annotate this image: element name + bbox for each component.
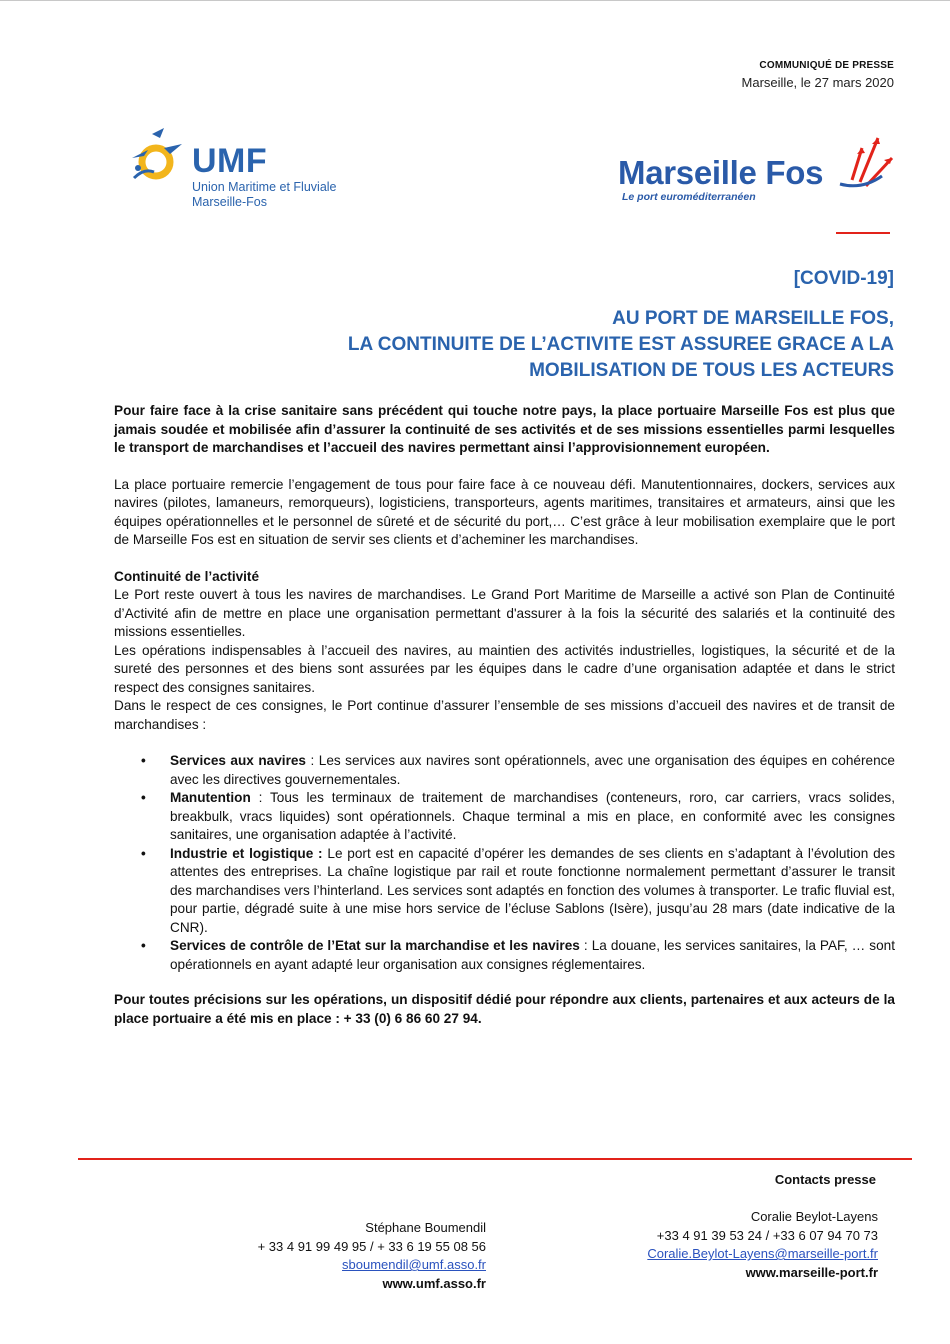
list-item-text: : La douane, les services sanitaires, la PAF, … sont opérationnels en ayant adapté leur organisation aux consignes réglementaires.: [170, 938, 895, 972]
list-item-label: Manutention: [170, 790, 251, 805]
section-paragraph-2: Les opérations indispensables à l’accueil des navires, au maintien des activités industrielles, logistiques, la sécurité et de la sureté des personnes et des biens sont assurées par les équipes dans le cadre d’une organisation adaptée et dans le strict respect des consignes sanitaires.: [114, 642, 895, 695]
contact-umf: [258, 1219, 486, 1293]
thanks-paragraph: La place portuaire remercie l’engagement de tous pour faire face à ce nouveau défi. Manutentionnaires, dockers, services aux navires (pilotes, lamaneurs, remorqueurs), logisticiens, transporteurs, agents maritimes, transitaires et armateurs, ainsi que les équipes opérationnelles et le personnel de sûreté et de sécurité du port,… C’est grâce à leur mobilisation exemplaire que le port de Marseille Fos est en situation de servir ses clients et d’acheminer les marchandises.: [114, 476, 895, 547]
press-release-body: [114, 402, 895, 1028]
missions-list: [114, 752, 895, 974]
list-item: [114, 937, 895, 974]
umf-logo-name: UMF: [192, 142, 268, 180]
headline-line-3: MOBILISATION DE TOUS LES ACTEURS: [529, 360, 894, 381]
list-item-label: Industrie et logistique :: [170, 845, 323, 861]
section-paragraph-3: Dans le respect de ces consignes, le Port continue d’assurer l’ensemble de ses missions d’accueil des navires et de transit de marchandises :: [114, 698, 895, 732]
list-item-text: : Les services aux navires sont opérationnels, avec une organisation des équipes en cohérence avec les directives gouvernementales.: [170, 753, 895, 787]
covid-tag: [COVID-19]: [793, 268, 894, 289]
bullet-icon: •: [141, 753, 146, 768]
list-item: [114, 752, 895, 789]
marseille-fos-arrows-icon: [838, 124, 898, 196]
marseille-fos-logo-name: Marseille Fos: [618, 154, 824, 191]
section-title: Continuité de l’activité: [114, 568, 260, 584]
page-top-border: [0, 0, 950, 1]
umf-logo-line2: Marseille-Fos: [192, 195, 268, 209]
marseille-fos-logo: [618, 124, 898, 214]
umf-emblem-icon: [124, 128, 190, 190]
release-date: Marseille, le 27 mars 2020: [741, 75, 894, 90]
headline-block: [348, 268, 894, 384]
list-item-text: Le port est en capacité d’opérer les demandes de ses clients en s’adaptant à l’évolution des attentes des entreprises. La chaîne logistique par rail et route fonctionne normalement permettant d’assurer le transit des marchandises vers l’hinterland. Les services sont adaptés en fonction des volumes à transporter. Le trafic fluvial est, pour partie, dégradé suite à une mise hors service de l’écluse Sablons (Isère), jusqu’au 28 mars (date indicative de la CNR).: [170, 845, 895, 935]
closing-paragraph: Pour toutes précisions sur les opérations, un dispositif dédié pour répondre aux clients, partenaires et aux acteurs de la place portuaire a été mis en place : + 33 (0) 6 86 60 27 94.: [114, 992, 895, 1026]
bullet-icon: •: [141, 938, 146, 953]
list-item: [114, 789, 895, 845]
section-paragraph-1: Le Port reste ouvert à tous les navires de marchandises. Le Grand Port Maritime de Marseille a activé son Plan de Continuité d’Activité afin de mettre en place une organisation permettant d'assurer à la fois la sécurité des salariés et la continuité des missions essentielles.: [114, 587, 895, 639]
marseille-fos-logo-tagline: Le port euroméditerranéen: [622, 191, 756, 203]
contact-name: Coralie Beylot-Layens: [750, 1209, 878, 1224]
headline-line-2: LA CONTINUITE DE L’ACTIVITE EST ASSUREE GRACE A LA: [347, 334, 894, 355]
headline: [348, 306, 894, 384]
list-item-label: Services aux navires: [170, 753, 306, 768]
contact-name: Stéphane Boumendil: [365, 1220, 486, 1235]
logo-red-divider: [836, 232, 890, 234]
bullet-icon: •: [141, 790, 146, 805]
contact-email-link[interactable]: Coralie.Beylot-Layens@marseille-port.fr: [647, 1246, 878, 1261]
lead-paragraph: Pour faire face à la crise sanitaire sans précédent qui touche notre pays, la place portuaire Marseille Fos est plus que jamais soudée et mobilisée afin d’assurer la continuité de ses activités et de ses missions essentielles parmi lesquelles le transport de marchandises et l’accueil des navires permettant ainsi l’approvisionnement européen.: [114, 403, 895, 455]
umf-logo-line1: Union Maritime et Fluviale: [192, 180, 337, 194]
list-item-text: : Tous les terminaux de traitement de marchandises (conteneurs, roro, car carriers, vracs solides, breakbulk, vracs liquides) sont opérationnels. Chaque terminal a mis en place, en conformité avec les consignes sanitaires, une organisation adaptée à l’activité.: [170, 790, 895, 842]
headline-line-1: AU PORT DE MARSEILLE FOS,: [612, 308, 894, 329]
umf-logo-subtitle: [192, 180, 337, 210]
contact-email-link[interactable]: sboumendil@umf.asso.fr: [342, 1257, 486, 1272]
list-item: [114, 845, 895, 938]
press-release-label: COMMUNIQUÉ DE PRESSE: [759, 60, 894, 71]
list-item-label: Services de contrôle de l’Etat sur la marchandise et les navires: [170, 938, 580, 953]
bullet-icon: •: [141, 845, 146, 861]
contact-marseille-port: [647, 1208, 878, 1282]
umf-logo: [124, 128, 364, 214]
contact-phone: + 33 4 91 99 49 95 / + 33 6 19 55 08 56: [257, 1238, 486, 1254]
contact-website-link[interactable]: www.marseille-port.fr: [745, 1264, 878, 1280]
contact-phone: +33 4 91 39 53 24 / +33 6 07 94 70 73: [656, 1227, 878, 1243]
contact-website-link[interactable]: www.umf.asso.fr: [382, 1275, 486, 1291]
footer-divider: [78, 1158, 912, 1160]
contacts-title: Contacts presse: [774, 1172, 876, 1187]
